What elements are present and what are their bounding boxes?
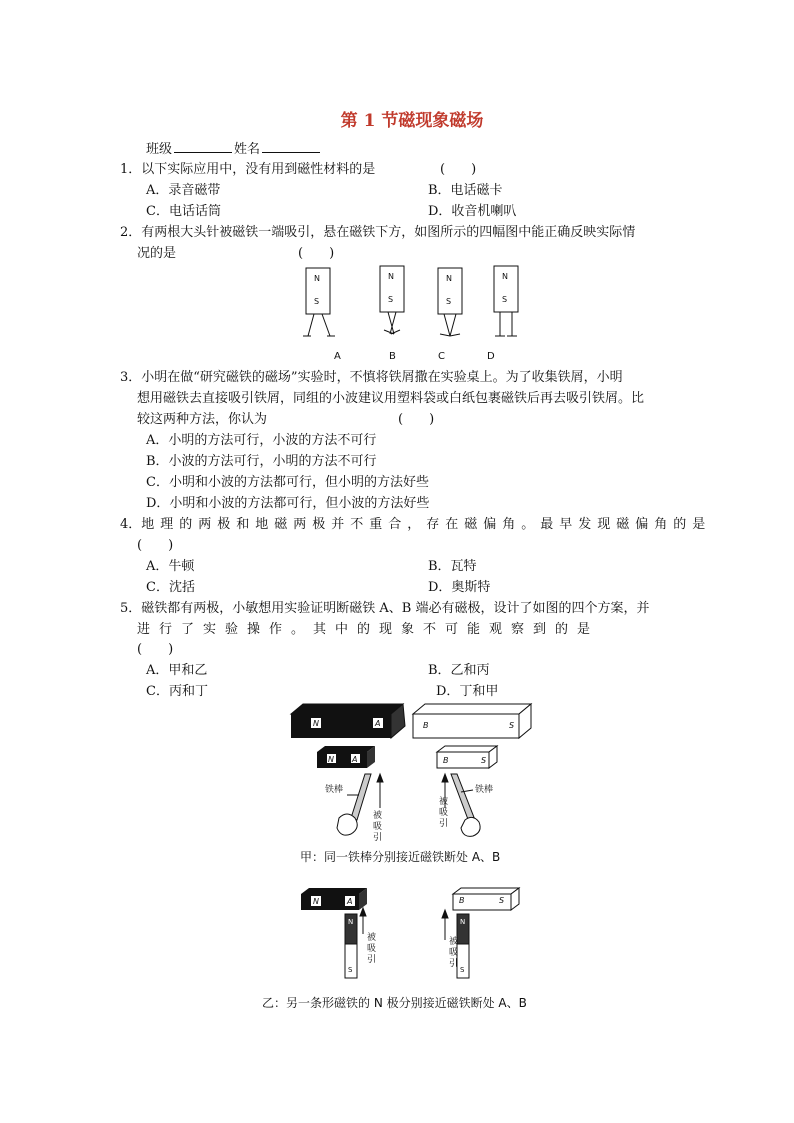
attracted-label-char: 被 (367, 933, 377, 943)
magnet-s-label: S (481, 756, 487, 765)
magnet-n-label: N (313, 897, 319, 906)
option-c[interactable]: C．电话话筒 (146, 204, 221, 219)
figure-jia-caption: 甲：同一铁棒分别接近磁铁断处 A、B (300, 850, 501, 864)
option-d[interactable]: D．收音机喇叭 (428, 204, 517, 219)
question-stem: 进行了实验操作。其中的现象不可能观察到的是 (137, 622, 600, 637)
magnet-s-label: S (348, 966, 353, 974)
pole-s-label: S (502, 295, 508, 304)
rod-label: 铁棒 (325, 785, 344, 795)
option-a[interactable]: A．录音磁带 (146, 183, 221, 198)
magnet-n-label: N (348, 918, 354, 926)
figure-label-d: D (487, 351, 495, 362)
attracted-label-char: 吸 (449, 948, 459, 958)
option-b[interactable]: B．乙和丙 (428, 663, 490, 678)
black-magnet-broken (291, 704, 405, 738)
pole-s-label: S (388, 295, 394, 304)
answer-bracket[interactable]: ( ) (137, 538, 174, 553)
option-c[interactable]: C．沈括 (146, 580, 195, 595)
option-b[interactable]: B．小波的方法可行，小明的方法不可行 (146, 454, 377, 469)
magnet-s-label: S (499, 896, 505, 905)
magnet-b-label: B (459, 896, 465, 905)
attracted-label-char: 引 (373, 833, 383, 843)
option-b[interactable]: B．电话磁卡 (428, 183, 503, 198)
attracted-label-char: 吸 (373, 822, 383, 832)
question-stem-cont: 想用磁铁去直接吸引铁屑，同组的小波建议用塑料袋或白纸包裹磁铁后再去吸引铁屑。比 (137, 391, 645, 406)
pole-n-label: N (314, 274, 320, 283)
magnet-a-label: A (347, 897, 353, 906)
black-magnet-piece (317, 746, 375, 768)
magnet-s-label: S (509, 721, 515, 730)
name-blank[interactable] (262, 140, 320, 153)
question-number: 5． (120, 601, 142, 616)
pin-magnet-figure (290, 262, 530, 367)
attracted-label-char: 被 (439, 797, 449, 807)
option-d[interactable]: D．奥斯特 (428, 580, 491, 595)
question-stem: 有两根大头针被磁铁一端吸引，悬在磁铁下方，如图所示的四幅图中能正确反映实际情 (141, 225, 636, 240)
option-c[interactable]: C．小明和小波的方法都可行，但小明的方法好些 (146, 475, 429, 490)
attracted-label-char: 吸 (367, 944, 377, 954)
pole-s-label: S (314, 297, 320, 306)
question-3 (120, 368, 623, 388)
black-magnet-piece (301, 888, 367, 910)
question-stem: 地理的两极和地磁两极并不重合，存在磁偏角。最早发现磁偏角的是 (141, 517, 712, 532)
pole-n-label: N (502, 272, 508, 281)
attracted-label-char: 引 (439, 819, 449, 829)
magnet-a-label: A (375, 719, 381, 728)
figure-yi-caption: 乙：另一条形磁铁的 N 极分别接近磁铁断处 A、B (262, 996, 527, 1010)
question-stem: 小明在做“研究磁铁的磁场”实验时，不慎将铁屑撒在实验桌上。为了收集铁屑，小明 (141, 370, 623, 385)
pole-n-label: N (446, 274, 452, 283)
question-stem: 以下实际应用中，没有用到磁性材料的是 (141, 162, 376, 177)
attracted-label-char: 被 (373, 811, 383, 821)
question-number: 1． (120, 162, 142, 177)
option-a[interactable]: A．牛顿 (146, 559, 195, 574)
class-blank[interactable] (174, 140, 232, 153)
name-label: 姓名 (234, 142, 261, 157)
question-4 (120, 515, 711, 535)
figure-label-a: A (334, 351, 341, 362)
question-stem-cont: 较这两种方法，你认为 (137, 412, 268, 427)
class-label: 班级 (146, 142, 173, 157)
magnet-n-label: N (328, 755, 334, 764)
magnet-a-label: A (352, 755, 358, 764)
option-d[interactable]: D．小明和小波的方法都可行，但小波的方法好些 (146, 496, 430, 511)
magnet-b-label: B (423, 721, 429, 730)
option-a[interactable]: A．甲和乙 (146, 663, 208, 678)
question-number: 3． (120, 370, 142, 385)
question-1 (120, 160, 375, 180)
pole-n-label: N (388, 272, 394, 281)
figure-yi (295, 884, 535, 984)
magnet-s-label: S (460, 966, 465, 974)
question-number: 2． (120, 225, 142, 240)
figure-label-b: B (389, 351, 396, 362)
pole-s-label: S (446, 297, 452, 306)
question-stem-cont: 况的是 (137, 246, 177, 261)
question-number: 4． (120, 517, 142, 532)
magnet-b-label: B (443, 756, 449, 765)
figure-label-c: C (438, 351, 445, 362)
rod-label: 铁棒 (475, 785, 494, 795)
student-info (146, 140, 322, 160)
question-stem: 磁铁都有两极，小敏想用实验证明断磁铁 A、B 端必有磁极，设计了如图的四个方案，并 (141, 601, 650, 616)
answer-bracket[interactable]: ( ) (440, 162, 477, 177)
question-5 (120, 599, 650, 619)
figure-jia (285, 700, 545, 845)
answer-bracket[interactable]: ( ) (398, 412, 435, 427)
question-2 (120, 223, 635, 243)
page-title: 第 1 节磁现象磁场 (340, 111, 484, 131)
attracted-label-char: 引 (367, 955, 377, 965)
question-stem-cont (137, 620, 599, 640)
option-d[interactable]: D．丁和甲 (436, 684, 499, 699)
answer-bracket[interactable]: ( ) (298, 246, 335, 261)
answer-bracket[interactable]: ( ) (137, 642, 174, 657)
attracted-label-char: 引 (449, 959, 459, 969)
magnet-n-label: N (460, 918, 466, 926)
attracted-label-char: 吸 (439, 808, 449, 818)
option-a[interactable]: A．小明的方法可行，小波的方法不可行 (146, 433, 377, 448)
option-b[interactable]: B．瓦特 (428, 559, 477, 574)
attracted-label-char: 被 (449, 937, 459, 947)
magnet-n-label: N (313, 719, 319, 728)
option-c[interactable]: C．丙和丁 (146, 684, 208, 699)
